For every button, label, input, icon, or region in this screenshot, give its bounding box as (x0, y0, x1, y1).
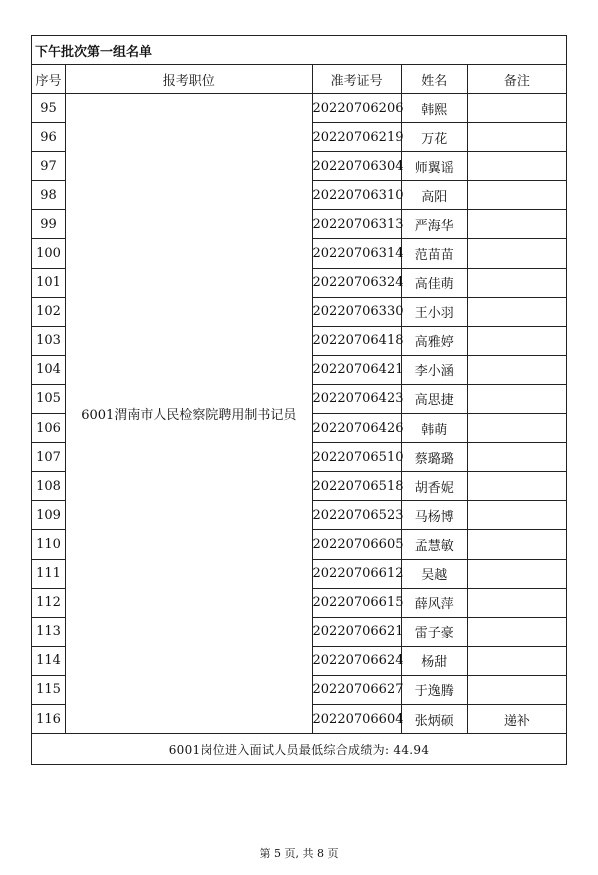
row-seq: 109 (32, 501, 66, 530)
row-exam-id: 20220706324 (312, 268, 401, 297)
row-seq: 105 (32, 384, 66, 413)
row-name: 吴越 (401, 559, 467, 588)
header-name: 姓名 (401, 65, 467, 94)
row-seq: 111 (32, 559, 66, 588)
row-note (467, 94, 566, 123)
row-seq: 101 (32, 268, 66, 297)
row-note (467, 530, 566, 559)
row-note (467, 617, 566, 646)
row-name: 王小羽 (401, 297, 467, 326)
row-exam-id: 20220706605 (312, 530, 401, 559)
row-seq: 108 (32, 472, 66, 501)
row-name: 孟慧敏 (401, 530, 467, 559)
row-name: 胡香妮 (401, 472, 467, 501)
row-name: 杨甜 (401, 646, 467, 675)
row-seq: 96 (32, 123, 66, 152)
row-name: 韩萌 (401, 414, 467, 443)
row-seq: 112 (32, 588, 66, 617)
row-exam-id: 20220706523 (312, 501, 401, 530)
row-exam-id: 20220706518 (312, 472, 401, 501)
row-name: 万花 (401, 123, 467, 152)
row-note (467, 414, 566, 443)
header-note: 备注 (467, 65, 566, 94)
header-row (32, 65, 567, 94)
row-note (467, 152, 566, 181)
row-note (467, 559, 566, 588)
row-name: 高思捷 (401, 384, 467, 413)
row-note (467, 646, 566, 675)
row-exam-id: 20220706426 (312, 414, 401, 443)
row-seq: 102 (32, 297, 66, 326)
row-seq: 104 (32, 355, 66, 384)
row-name: 于逸腾 (401, 675, 467, 704)
row-seq: 116 (32, 704, 66, 733)
row-seq: 113 (32, 617, 66, 646)
row-name: 张炳硕 (401, 704, 467, 733)
row-exam-id: 20220706206 (312, 94, 401, 123)
row-exam-id: 20220706418 (312, 326, 401, 355)
row-exam-id: 20220706615 (312, 588, 401, 617)
row-exam-id: 20220706621 (312, 617, 401, 646)
table-row (32, 94, 567, 123)
table-title: 下午批次第一组名单 (32, 36, 567, 65)
row-note: 递补 (467, 704, 566, 733)
row-name: 马杨博 (401, 501, 467, 530)
row-exam-id: 20220706627 (312, 675, 401, 704)
row-note (467, 501, 566, 530)
row-name: 高佳萌 (401, 268, 467, 297)
row-note (467, 675, 566, 704)
row-seq: 114 (32, 646, 66, 675)
row-seq: 95 (32, 94, 66, 123)
row-note (467, 472, 566, 501)
roster-sheet (31, 35, 567, 765)
row-note (467, 326, 566, 355)
position-cell: 6001渭南市人民检察院聘用制书记员 (66, 94, 312, 734)
row-exam-id: 20220706624 (312, 646, 401, 675)
row-name: 高雅婷 (401, 326, 467, 355)
roster-table (31, 35, 567, 765)
row-name: 韩熙 (401, 94, 467, 123)
row-seq: 97 (32, 152, 66, 181)
row-name: 雷子豪 (401, 617, 467, 646)
row-exam-id: 20220706313 (312, 210, 401, 239)
row-exam-id: 20220706310 (312, 181, 401, 210)
header-exam-id: 准考证号 (312, 65, 401, 94)
min-score-note: 6001岗位进入面试人员最低综合成绩为: 44.94 (32, 734, 567, 765)
row-note (467, 588, 566, 617)
row-note (467, 210, 566, 239)
row-seq: 100 (32, 239, 66, 268)
row-seq: 110 (32, 530, 66, 559)
row-name: 师翼谣 (401, 152, 467, 181)
row-note (467, 181, 566, 210)
row-name: 李小涵 (401, 355, 467, 384)
row-exam-id: 20220706219 (312, 123, 401, 152)
row-name: 严海华 (401, 210, 467, 239)
row-exam-id: 20220706510 (312, 443, 401, 472)
footer-row (32, 734, 567, 765)
row-exam-id: 20220706604 (312, 704, 401, 733)
row-name: 薛风萍 (401, 588, 467, 617)
row-seq: 98 (32, 181, 66, 210)
row-seq: 115 (32, 675, 66, 704)
row-seq: 103 (32, 326, 66, 355)
row-exam-id: 20220706612 (312, 559, 401, 588)
header-seq: 序号 (32, 65, 66, 94)
row-name: 范苗苗 (401, 239, 467, 268)
page-number: 第 5 页, 共 8 页 (259, 847, 339, 860)
row-exam-id: 20220706421 (312, 355, 401, 384)
row-name: 高阳 (401, 181, 467, 210)
row-note (467, 443, 566, 472)
row-note (467, 239, 566, 268)
header-position: 报考职位 (66, 65, 312, 94)
row-note (467, 268, 566, 297)
row-name: 蔡璐璐 (401, 443, 467, 472)
row-note (467, 297, 566, 326)
row-seq: 107 (32, 443, 66, 472)
row-exam-id: 20220706304 (312, 152, 401, 181)
row-note (467, 123, 566, 152)
row-note (467, 355, 566, 384)
title-row (32, 36, 567, 65)
row-exam-id: 20220706314 (312, 239, 401, 268)
row-seq: 106 (32, 414, 66, 443)
row-note (467, 384, 566, 413)
row-exam-id: 20220706330 (312, 297, 401, 326)
row-seq: 99 (32, 210, 66, 239)
table-body (32, 94, 567, 734)
row-exam-id: 20220706423 (312, 384, 401, 413)
